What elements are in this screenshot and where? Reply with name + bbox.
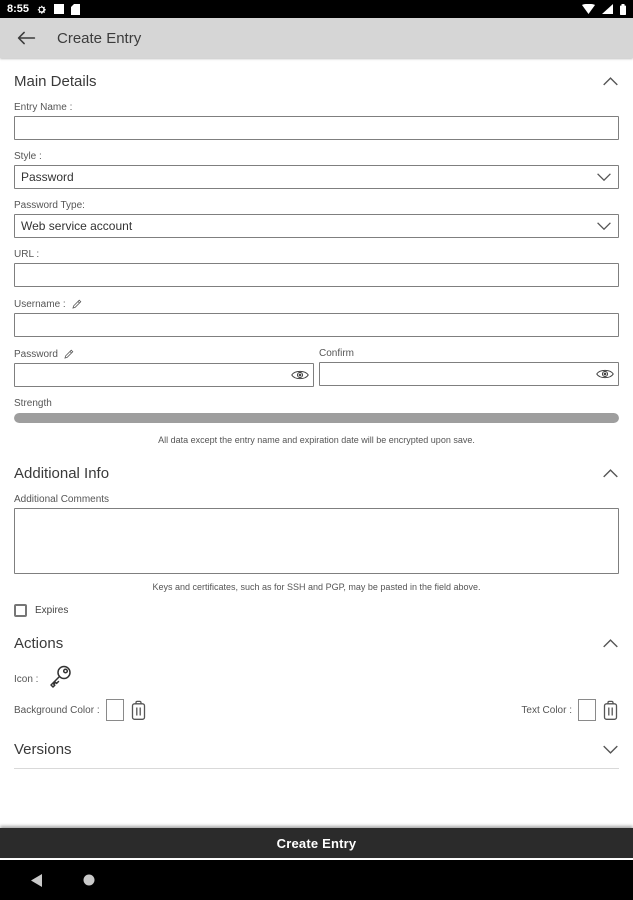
password-type-label: Password Type: [14,200,85,211]
signal-icon [602,4,613,14]
password-input[interactable] [14,363,314,387]
strength-meter-fill [14,413,619,423]
chevron-down-icon [596,221,612,231]
section-title: Versions [14,740,72,758]
form-content [0,71,633,769]
gear-icon [36,4,47,15]
keys-certificates-note: Keys and certificates, such as for SSH and PGP, may be pasted in the field above. [152,582,481,592]
url-label: URL : [14,249,40,260]
entry-name-input[interactable] [14,116,619,140]
eye-icon[interactable] [291,369,309,382]
section-title: Main Details [14,72,97,90]
trash-icon[interactable] [602,700,619,721]
eye-icon[interactable] [596,368,614,381]
section-main-details[interactable] [14,71,619,91]
icon-label: Icon : [14,674,39,685]
status-bar [0,0,633,18]
color-row [14,699,619,721]
create-entry-button[interactable] [0,828,633,858]
password-label [14,348,314,360]
key-icon[interactable] [46,663,74,691]
strength-meter [14,413,619,423]
create-entry-button-label: Create Entry [276,835,357,851]
confirm-password-input[interactable] [319,362,619,386]
strength-label: Strength [14,398,52,409]
username-label-text: Username : [14,298,66,310]
expires-row [14,604,619,617]
background-color-label: Background Color : [14,704,100,716]
page-title: Create Entry [57,29,142,47]
password-type-selected-value: Web service account [21,219,133,233]
wifi-icon [582,4,595,14]
battery-icon [620,4,626,15]
username-input[interactable] [14,313,619,337]
confirm-label: Confirm [319,348,355,359]
expires-checkbox[interactable] [14,604,27,617]
additional-comments-label: Additional Comments [14,494,110,505]
encryption-note: All data except the entry name and expiration date will be encrypted upon save. [158,435,475,445]
section-title: Additional Info [14,464,110,482]
versions-divider [14,768,619,769]
password-type-select[interactable] [14,214,619,238]
chevron-up-icon[interactable] [602,468,619,479]
username-label [14,298,619,310]
url-input[interactable] [14,263,619,287]
text-color-group [521,699,619,721]
trash-icon[interactable] [130,700,147,721]
section-additional-info[interactable] [14,463,619,483]
sd-card-icon [71,4,80,15]
background-color-group [14,699,147,721]
pencil-icon[interactable] [63,348,75,360]
status-time: 8:55 [7,3,30,15]
entry-name-label: Entry Name : [14,102,73,113]
nav-back-icon[interactable] [31,874,42,887]
back-arrow-icon[interactable] [17,30,36,46]
icon-row [14,663,619,691]
navigation-bar [0,860,633,900]
style-label: Style : [14,151,42,162]
additional-comments-textarea[interactable] [14,508,619,574]
style-select[interactable] [14,165,619,189]
pencil-icon[interactable] [71,298,83,310]
square-icon [54,4,64,14]
text-color-label: Text Color : [521,704,572,716]
app-bar [0,18,633,58]
chevron-up-icon[interactable] [602,638,619,649]
expires-label: Expires [35,605,69,616]
chevron-down-icon [596,172,612,182]
background-color-swatch[interactable] [106,699,124,721]
section-actions[interactable] [14,633,619,653]
password-label-text: Password [14,348,58,360]
chevron-down-icon[interactable] [602,744,619,755]
nav-home-icon[interactable] [83,874,95,886]
style-selected-value: Password [21,170,74,184]
section-versions[interactable] [14,739,619,759]
chevron-up-icon[interactable] [602,76,619,87]
section-title: Actions [14,634,64,652]
text-color-swatch[interactable] [578,699,596,721]
